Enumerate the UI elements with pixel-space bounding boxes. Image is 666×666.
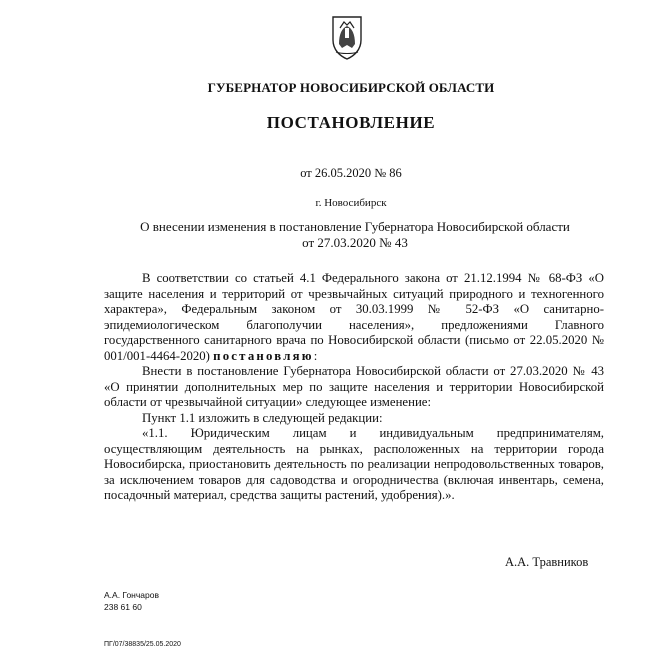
body-paragraph-basis — [104, 271, 604, 364]
body-paragraph-clause: Пункт 1.1 изложить в следующей редакции: — [142, 410, 383, 425]
document-registration-number: ПГ/07/38835/25.05.2020 — [104, 641, 181, 648]
document-date-number: от 26.05.2020 № 86 — [300, 166, 402, 180]
subject-line-1: О внесении изменения в постановление Губернатора Новосибирской области — [140, 219, 570, 234]
basis-text: В соответствии со статьей 4.1 Федерального закона от 21.12.1994 № 68-ФЗ «О защите населения и территорий от чрезвычайных ситуаций природного и техногенного характера», Федеральным законом от 30.03.1999 № 52-ФЗ «О санитарно-эпидемиологическом благополучии населения», предложениями Главного государственного санитарного врача по Новосибирской области (письмо от 22.05.2020 № 001/001-4464-2020) — [104, 271, 604, 363]
coat-of-arms-icon — [330, 14, 364, 60]
executor-phone: 238 61 60 — [104, 602, 142, 612]
executor-name: А.А. Гончаров — [104, 590, 160, 600]
subject-line-2: от 27.03.2020 № 43 — [302, 235, 408, 250]
governor-heading: ГУБЕРНАТОР НОВОСИБИРСКОЙ ОБЛАСТИ — [207, 80, 495, 95]
body-paragraph-amendment: Внести в постановление Губернатора Новосибирской области от 27.03.2020 № 43 «О принятии дополнительных мер по защите населения и территории Новосибирской области от чрезвычайной ситуации» следующее изменение: — [104, 364, 604, 409]
document-subject — [104, 219, 606, 251]
document-type-title: ПОСТАНОВЛЕНИЕ — [266, 113, 436, 132]
decree-word: постановляю — [213, 348, 314, 363]
decree-colon: : — [313, 348, 318, 363]
body-paragraph-quoted-clause: «1.1. Юридическим лицам и индивидуальным предпринимателям, осуществляющим деятельность на рынках, расположенных на территории города Новосибирска, приостановить деятельность по реализации непродовольственных товаров, за исключением товаров для садоводства и огородничества (включая инвентарь, семена, посадочный материал, средства защиты растений, удобрения).». — [104, 426, 604, 502]
signer-name: А.А. Травников — [505, 555, 589, 569]
document-body — [104, 271, 604, 504]
city-line: г. Новосибирск — [315, 197, 387, 209]
